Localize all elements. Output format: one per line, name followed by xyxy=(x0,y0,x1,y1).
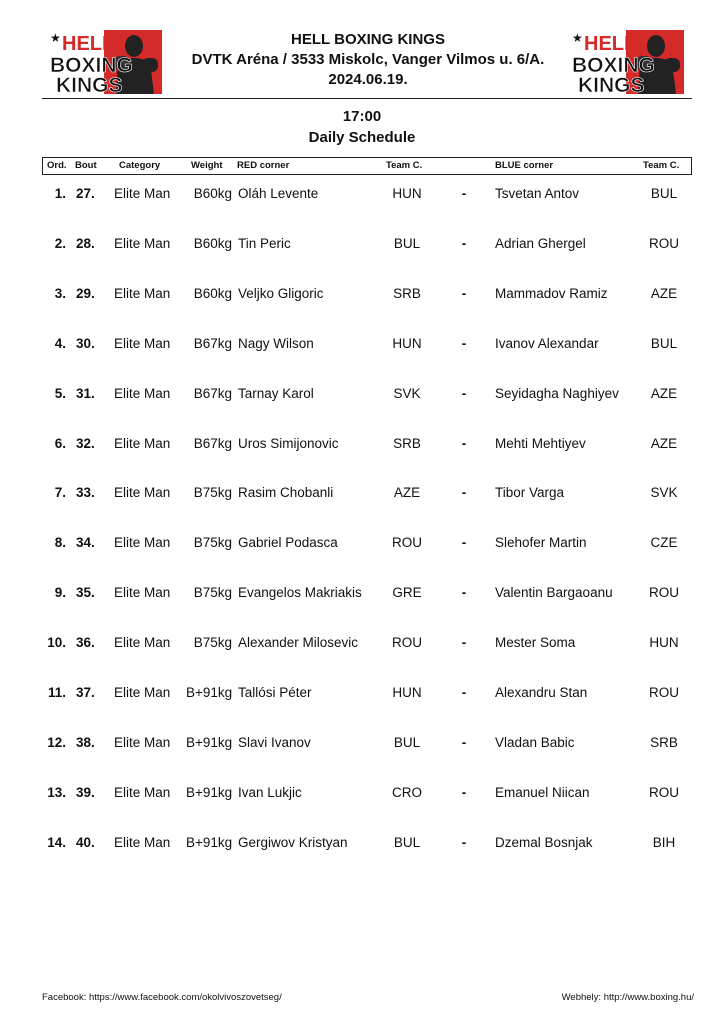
cell-ord: 6. xyxy=(54,435,66,451)
cell-bout: 40. xyxy=(76,834,95,850)
cell-category: Elite Man xyxy=(114,734,171,750)
table-row xyxy=(0,585,724,605)
col-category: Category xyxy=(119,160,161,171)
cell-red-team: BUL xyxy=(393,834,421,850)
cell-blue-team: AZE xyxy=(650,285,678,301)
cell-ord: 14. xyxy=(47,834,66,850)
cell-weight: B+91kg xyxy=(186,685,233,700)
cell-blue: Tsvetan Antov xyxy=(495,186,580,201)
cell-bout: 36. xyxy=(76,635,95,651)
cell-weight: B+91kg xyxy=(186,734,233,750)
cell-bout: 34. xyxy=(76,535,95,551)
cell-bout: 38. xyxy=(76,734,95,750)
cell-blue: Tibor Varga xyxy=(495,485,565,501)
logo-text-kings: KINGS xyxy=(56,74,123,96)
cell-blue: Mammadov Ramiz xyxy=(495,285,608,301)
cell-red: Gergiwov Kristyan xyxy=(238,834,348,850)
cell-weight: B60kg xyxy=(193,285,232,301)
cell-category: Elite Man xyxy=(114,535,171,551)
cell-weight: B75kg xyxy=(193,535,232,551)
event-venue: DVTK Aréna / 3533 Miskolc, Vanger Vilmos u. 6/A. xyxy=(191,51,545,68)
cell-sep: - xyxy=(461,485,467,501)
cell-ord: 5. xyxy=(54,385,66,401)
cell-red-team: BUL xyxy=(393,235,421,251)
table-row xyxy=(0,336,724,356)
cell-blue-team: BUL xyxy=(650,186,678,201)
cell-sep: - xyxy=(461,685,467,700)
cell-red: Evangelos Makriakis xyxy=(238,585,362,601)
cell-red: Alexander Milosevic xyxy=(238,635,359,651)
cell-ord: 3. xyxy=(54,285,66,301)
col-red-team: Team C. xyxy=(386,160,423,171)
cell-ord: 11. xyxy=(47,685,66,700)
cell-bout: 39. xyxy=(76,784,95,800)
cell-category: Elite Man xyxy=(114,685,171,700)
cell-red-team: GRE xyxy=(392,585,422,601)
cell-category: Elite Man xyxy=(114,435,171,451)
cell-blue-team: ROU xyxy=(649,784,679,800)
cell-category: Elite Man xyxy=(114,285,171,301)
cell-blue: Dzemal Bosnjak xyxy=(495,834,593,850)
cell-weight: B67kg xyxy=(193,335,232,351)
cell-blue: Vladan Babic xyxy=(495,734,575,750)
cell-ord: 4. xyxy=(54,335,66,351)
cell-ord: 1. xyxy=(54,186,66,201)
cell-blue: Slehofer Martin xyxy=(495,535,587,551)
cell-red-team: HUN xyxy=(392,186,422,201)
svg-text:★: ★ xyxy=(50,31,61,45)
col-blue-corner: BLUE corner xyxy=(495,160,554,171)
cell-sep: - xyxy=(461,734,467,750)
cell-category: Elite Man xyxy=(114,385,171,401)
event-date: 2024.06.19. xyxy=(328,71,408,88)
cell-sep: - xyxy=(461,585,467,601)
cell-red: Gabriel Podasca xyxy=(238,535,338,551)
cell-sep: - xyxy=(461,535,467,551)
cell-red: Nagy Wilson xyxy=(238,335,314,351)
col-weight: Weight xyxy=(191,160,223,171)
cell-red-team: HUN xyxy=(392,335,422,351)
table-header xyxy=(42,157,692,175)
cell-weight: B75kg xyxy=(193,635,232,651)
table-row xyxy=(0,386,724,406)
cell-red: Oláh Levente xyxy=(238,186,319,201)
cell-weight: B60kg xyxy=(193,235,232,251)
cell-red-team: ROU xyxy=(392,635,422,651)
cell-blue: Alexandru Stan xyxy=(495,685,588,700)
header-divider xyxy=(42,98,692,99)
cell-red-team: AZE xyxy=(393,485,421,501)
footer-facebook: Facebook: https://www.facebook.com/okolvivoszovetseg/ xyxy=(42,992,282,1003)
cell-blue-team: AZE xyxy=(650,385,678,401)
cell-sep: - xyxy=(461,635,467,651)
logo-text-boxing: BOXING xyxy=(50,54,133,77)
cell-bout: 32. xyxy=(76,435,95,451)
table-row xyxy=(0,236,724,256)
table-row xyxy=(0,735,724,755)
cell-red: Veljko Gligoric xyxy=(238,285,324,301)
svg-text:★: ★ xyxy=(572,31,583,45)
cell-ord: 12. xyxy=(47,734,66,750)
cell-red-team: SVK xyxy=(393,385,421,401)
cell-blue-team: ROU xyxy=(649,235,679,251)
cell-sep: - xyxy=(461,186,467,201)
cell-blue-team: ROU xyxy=(649,585,679,601)
cell-blue: Mester Soma xyxy=(495,635,576,651)
schedule-title: Daily Schedule xyxy=(308,129,416,146)
cell-sep: - xyxy=(461,235,467,251)
cell-ord: 2. xyxy=(54,235,66,251)
table-row xyxy=(0,635,724,655)
cell-category: Elite Man xyxy=(114,235,171,251)
cell-red-team: BUL xyxy=(393,734,421,750)
cell-red: Rasim Chobanli xyxy=(238,485,334,501)
cell-blue-team: ROU xyxy=(649,685,679,700)
cell-red: Slavi Ivanov xyxy=(238,734,311,750)
col-red-corner: RED corner xyxy=(237,160,290,171)
cell-bout: 35. xyxy=(76,585,95,601)
cell-blue-team: SVK xyxy=(650,485,678,501)
cell-red-team: HUN xyxy=(392,685,422,700)
cell-red: Ivan Lukjic xyxy=(238,784,302,800)
cell-blue: Seyidagha Naghiyev xyxy=(495,385,619,401)
col-blue-team: Team C. xyxy=(643,160,680,171)
cell-weight: B75kg xyxy=(193,485,232,501)
table-row xyxy=(0,436,724,456)
cell-category: Elite Man xyxy=(114,635,171,651)
cell-weight: B75kg xyxy=(193,585,232,601)
table-row xyxy=(0,535,724,555)
cell-weight: B+91kg xyxy=(186,784,233,800)
cell-bout: 29. xyxy=(76,285,95,301)
cell-ord: 7. xyxy=(54,485,66,501)
cell-bout: 33. xyxy=(76,485,95,501)
cell-red: Tin Peric xyxy=(238,235,291,251)
cell-red-team: ROU xyxy=(392,535,422,551)
cell-sep: - xyxy=(461,435,467,451)
cell-bout: 30. xyxy=(76,335,95,351)
cell-sep: - xyxy=(461,385,467,401)
cell-red-team: SRB xyxy=(393,285,421,301)
cell-ord: 9. xyxy=(54,585,66,601)
cell-blue-team: BUL xyxy=(650,335,678,351)
cell-blue-team: SRB xyxy=(650,734,678,750)
cell-weight: B67kg xyxy=(193,435,232,451)
table-row xyxy=(0,785,724,805)
cell-blue-team: BIH xyxy=(652,834,676,850)
cell-blue: Valentin Bargaoanu xyxy=(495,585,613,601)
col-ord: Ord. xyxy=(47,160,67,171)
cell-red-team: SRB xyxy=(393,435,421,451)
cell-sep: - xyxy=(461,285,467,301)
hell-boxing-kings-logo xyxy=(44,28,164,96)
event-title: HELL BOXING KINGS xyxy=(291,31,445,48)
cell-category: Elite Man xyxy=(114,834,171,850)
table-row xyxy=(0,485,724,505)
logo-text-boxing: BOXING xyxy=(572,54,655,77)
cell-red-team: CRO xyxy=(392,784,422,800)
cell-weight: B+91kg xyxy=(186,834,233,850)
cell-weight: B60kg xyxy=(193,186,232,201)
footer-website: Webhely: http://www.boxing.hu/ xyxy=(561,992,694,1003)
cell-bout: 31. xyxy=(76,385,95,401)
table-row xyxy=(0,186,724,206)
cell-blue-team: AZE xyxy=(650,435,678,451)
cell-weight: B67kg xyxy=(193,385,232,401)
cell-ord: 13. xyxy=(47,784,66,800)
cell-bout: 27. xyxy=(76,186,95,201)
cell-category: Elite Man xyxy=(114,585,171,601)
logo-text-hell: HELL xyxy=(584,33,637,55)
cell-blue-team: CZE xyxy=(650,535,678,551)
table-row xyxy=(0,286,724,306)
cell-sep: - xyxy=(461,834,467,850)
cell-blue: Adrian Ghergel xyxy=(495,235,586,251)
cell-blue: Ivanov Alexandar xyxy=(495,335,599,351)
cell-ord: 8. xyxy=(54,535,66,551)
session-time: 17:00 xyxy=(342,108,382,125)
hell-boxing-kings-logo-right xyxy=(566,28,686,96)
cell-sep: - xyxy=(461,335,467,351)
table-row xyxy=(0,685,724,705)
cell-category: Elite Man xyxy=(114,186,171,201)
event-header xyxy=(170,30,566,90)
logo-text-hell: HELL xyxy=(62,33,115,55)
cell-red: Uros Simijonovic xyxy=(238,435,339,451)
cell-blue-team: HUN xyxy=(649,635,679,651)
cell-blue: Mehti Mehtiyev xyxy=(495,435,586,451)
table-row xyxy=(0,835,724,855)
cell-category: Elite Man xyxy=(114,784,171,800)
cell-bout: 28. xyxy=(76,235,95,251)
cell-category: Elite Man xyxy=(114,335,171,351)
cell-category: Elite Man xyxy=(114,485,171,501)
col-bout: Bout xyxy=(75,160,97,171)
logo-text-kings: KINGS xyxy=(578,74,645,96)
cell-blue: Emanuel Niican xyxy=(495,784,590,800)
cell-red: Tallósi Péter xyxy=(238,685,312,700)
cell-ord: 10. xyxy=(47,635,66,651)
cell-sep: - xyxy=(461,784,467,800)
cell-bout: 37. xyxy=(76,685,95,700)
cell-red: Tarnay Karol xyxy=(238,385,314,401)
